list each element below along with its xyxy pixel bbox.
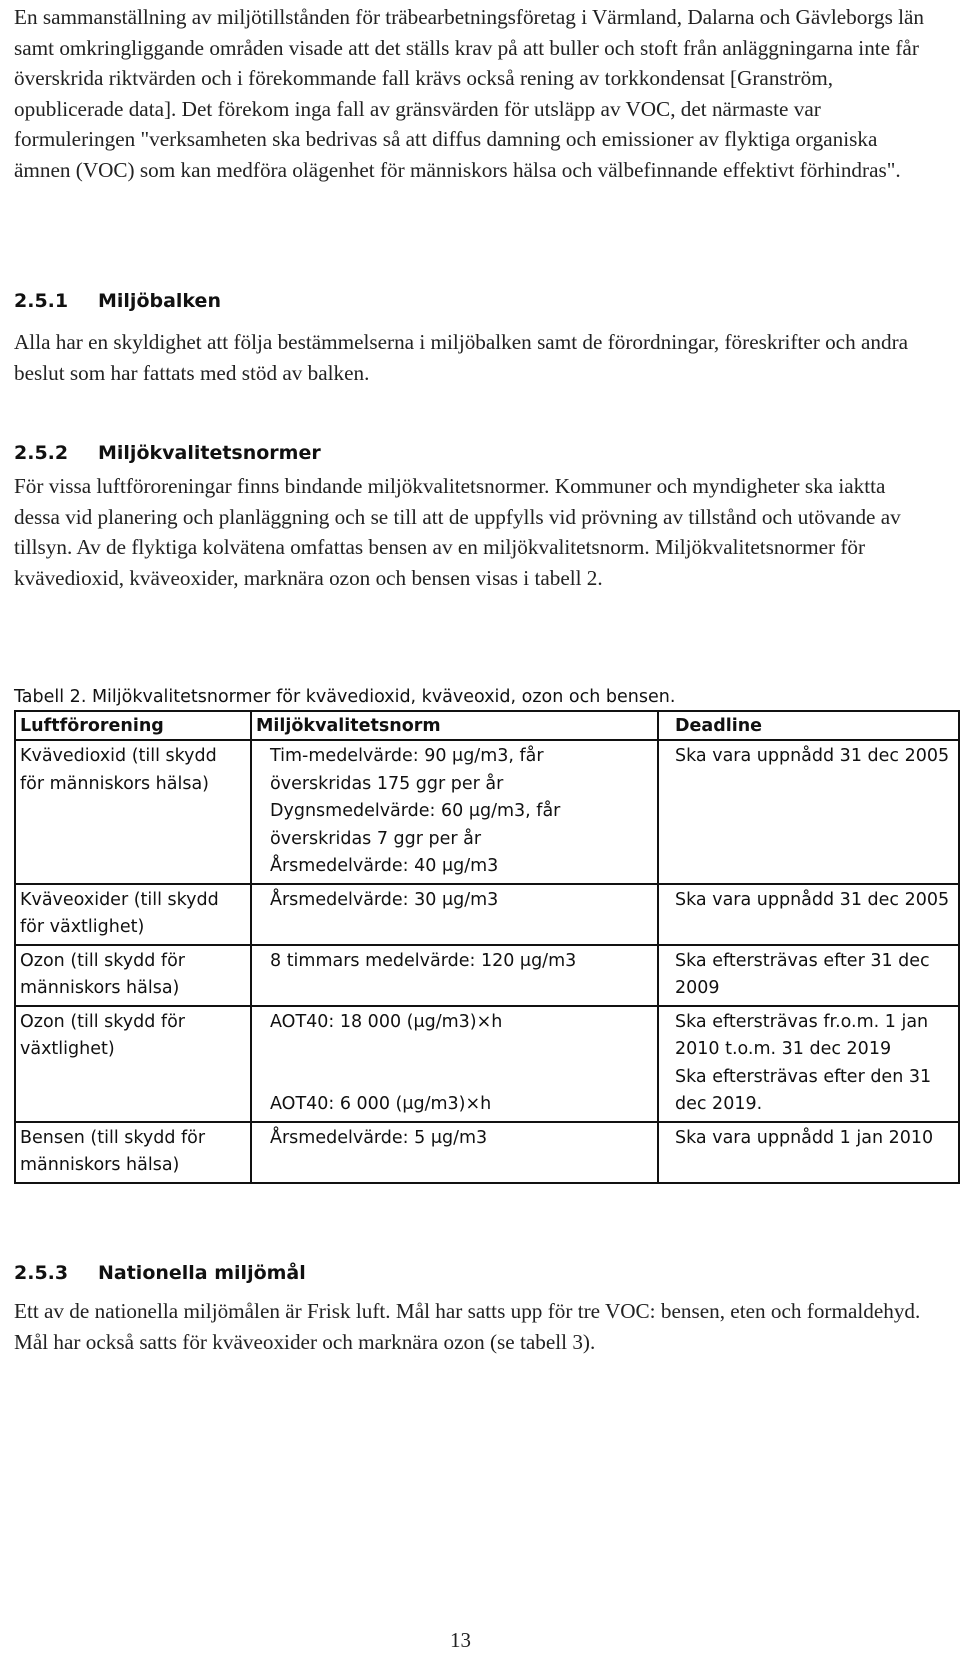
norm-value: Årsmedelvärde: 40 μg/m3 — [270, 856, 499, 876]
table-row — [15, 1006, 959, 1122]
section-2-5-3-text: Ett av de nationella miljömålen är Frisk luft. Mål har satts upp för tre VOC: bensen, eten och formaldehyd. Mål har också satts för kväveoxider och marknära ozon (se tabell 3). — [14, 1299, 921, 1354]
table-row — [15, 884, 959, 945]
norm-cell — [251, 740, 658, 884]
pollutant-cell: Ozon (till skydd för människors hälsa) — [15, 945, 251, 1006]
pollutant-cell: Bensen (till skydd för människors hälsa) — [15, 1122, 251, 1183]
norm-cell: Årsmedelvärde: 30 μg/m3 — [251, 884, 658, 945]
column-header: Miljökvalitetsnorm — [251, 711, 658, 740]
section-title: Miljökvalitetsnormer — [98, 442, 321, 464]
section-heading-2-5-2 — [14, 439, 321, 467]
deadline-cell — [658, 1006, 959, 1122]
norm-cell — [251, 1006, 658, 1122]
table-header-row — [15, 711, 959, 740]
section-heading-2-5-1 — [14, 287, 221, 315]
table-row — [15, 740, 959, 884]
deadline-value: Ska eftersträvas fr.o.m. 1 jan 2010 t.o.m. 31 dec 2019 — [675, 1011, 934, 1059]
deadline-cell: Ska eftersträvas efter 31 dec 2009 — [658, 945, 959, 1006]
table-row — [15, 1122, 959, 1183]
norm-cell: Årsmedelvärde: 5 μg/m3 — [251, 1122, 658, 1183]
norm-cell: 8 timmars medelvärde: 120 μg/m3 — [251, 945, 658, 1006]
intro-paragraph: En sammanställning av miljötillstånden för träbearbetningsföretag i Värmland, Dalarna och Gävleborgs län samt omkringliggande områden visade att det ställs krav på att buller och stoft från anläggningarna inte får överskrida riktvärden och i förekommande fall krävs också rening av torkkondensat [Granström, opublicerade data]. Det förekom inga fall av gränsvärden för utsläpp av VOC, det närmaste var formuleringen "verksamheten ska bedrivas så att diffus damning och emissioner av flyktiga organiska ämnen (VOC) som kan medföra olägenhet för människors hälsa och välbefinnande effektivt förhindras". — [14, 5, 925, 182]
deadline-cell: Ska vara uppnådd 31 dec 2005 — [658, 740, 959, 884]
pollutant-cell: Kvävedioxid (till skydd för människors hälsa) — [15, 740, 251, 884]
norm-value: Dygnsmedelvärde: 60 μg/m3, får överskridas 7 ggr per år — [270, 801, 566, 849]
column-header: Luftförorening — [15, 711, 251, 740]
norm-value: AOT40: 6 000 (μg/m3)×h — [270, 1094, 492, 1114]
section-heading-2-5-3 — [14, 1259, 306, 1287]
section-number: 2.5.2 — [14, 442, 69, 464]
section-number: 2.5.1 — [14, 290, 69, 312]
pollutant-cell: Kväveoxider (till skydd för växtlighet) — [15, 884, 251, 945]
page-number: 13 — [450, 1628, 471, 1652]
section-title: Miljöbalken — [98, 290, 221, 312]
section-title: Nationella miljömål — [98, 1262, 306, 1284]
pollutant-cell: Ozon (till skydd för växtlighet) — [15, 1006, 251, 1122]
norm-value: AOT40: 18 000 (μg/m3)×h — [270, 1011, 503, 1032]
environmental-quality-table — [14, 710, 960, 1184]
table-row — [15, 945, 959, 1006]
deadline-cell: Ska vara uppnådd 31 dec 2005 — [658, 884, 959, 945]
deadline-cell: Ska vara uppnådd 1 jan 2010 — [658, 1122, 959, 1183]
column-header: Deadline — [658, 711, 959, 740]
deadline-value: Ska eftersträvas efter den 31 dec 2019. — [675, 1066, 937, 1114]
norm-value: Tim-medelvärde: 90 μg/m3, får överskridas 175 ggr per år — [270, 746, 550, 794]
section-2-5-1-text: Alla har en skyldighet att följa bestämmelserna i miljöbalken samt de förordningar, föreskrifter och andra beslut som har fattats med stöd av balken. — [14, 330, 909, 385]
table-caption: Tabell 2. Miljökvalitetsnormer för kvävedioxid, kväveoxid, ozon och bensen. — [14, 687, 676, 707]
section-2-5-2-text: För vissa luftföroreningar finns bindande miljökvalitetsnormer. Kommuner och myndigheter ska iaktta dessa vid planering och planläggning och se till att de uppfylls vid prövning av tillstånd och utövande av tillsyn. Av de flyktiga kolvätena omfattas bensen av en miljökvalitetsnorm. Miljökvalitetsnormer för kvävedioxid, kväveoxider, marknära ozon och bensen visas i tabell 2. — [14, 474, 901, 590]
section-number: 2.5.3 — [14, 1262, 69, 1284]
